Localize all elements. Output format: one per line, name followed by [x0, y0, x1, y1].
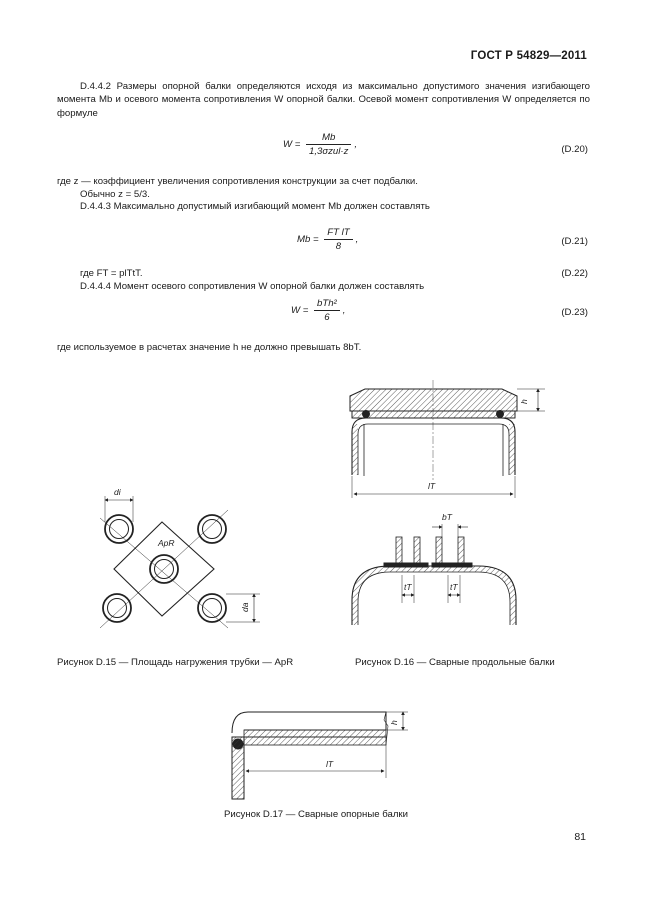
standard-header: ГОСТ Р 54829—2011 [470, 50, 587, 62]
label-h-d16: h [519, 399, 529, 404]
label-tt-2: tT [450, 582, 458, 592]
figure-d17-drawing [232, 712, 408, 799]
label-lt-d17: lT [326, 759, 334, 769]
paragraph-where-ft: где FT = plTtT. [80, 268, 143, 279]
tube-top-left [105, 515, 133, 543]
figure-d15-drawing [100, 496, 260, 628]
paragraph-d444: D.4.4.4 Момент осевого сопротивления W опорной балки должен составлять [80, 281, 425, 292]
equation-d23-denominator: 6 [324, 312, 330, 323]
paragraph-usually-z: Обычно z = 5/3. [80, 189, 150, 200]
paragraph-d442: D.4.4.2 Размеры опорной балки определяются исходя из максимально допустимого значения изгибающего момента Mb и осевого момента сопротивления W опорной балки. Осевой момент сопротивления W определяется по формуле [57, 81, 590, 119]
equation-d23-number: (D.23) [561, 307, 588, 318]
equation-d21-tail: , [355, 234, 359, 246]
equation-d21-denominator: 8 [335, 241, 342, 252]
equation-d23-lhs: W = [291, 305, 309, 317]
equation-d21-number: (D.21) [561, 236, 588, 247]
tube-top-right [198, 515, 226, 543]
equation-d20-numerator: Mb [306, 132, 351, 145]
label-apr: ApR [158, 538, 175, 548]
equation-d23-tail: , [342, 305, 346, 317]
tube-bottom-right [198, 594, 226, 622]
equation-d22-number: (D.22) [561, 268, 588, 279]
label-da: da [240, 602, 250, 612]
equation-d20-tail: , [354, 139, 358, 151]
equation-d23-numerator: bTh² [314, 298, 340, 311]
tube-bottom-left [103, 594, 131, 622]
caption-figure-d17: Рисунок D.17 — Сварные опорные балки [224, 809, 408, 820]
paragraph-where-h: где используемое в расчетах значение h не должно превышать 8bT. [57, 342, 362, 353]
paragraph-d443: D.4.4.3 Максимально допустимый изгибающий момент Mb должен составлять [80, 201, 430, 212]
figure-d16-top-drawing [350, 380, 545, 498]
equation-d21-lhs: Mb = [297, 234, 319, 246]
paragraph-where-z: где z — коэффициент увеличения сопротивления конструкции за счет подбалки. [57, 176, 418, 187]
caption-figure-d16: Рисунок D.16 — Сварные продольные балки [355, 657, 555, 668]
figure-d16-bottom-drawing [352, 524, 516, 625]
equation-d21-numerator: FT lT [324, 227, 352, 240]
caption-figure-d15: Рисунок D.15 — Площадь нагружения трубки — ApR [57, 657, 294, 668]
label-di: di [114, 487, 121, 497]
label-bt: bT [442, 512, 452, 522]
page-number: 81 [574, 831, 586, 843]
equation-d20-lhs: W = [283, 139, 301, 151]
equation-d20-denominator: 1,3σzul·z [309, 146, 349, 157]
label-h-d17: h [389, 720, 399, 725]
label-lt-d16: lT [428, 481, 436, 491]
equation-d20-number: (D.20) [561, 144, 588, 155]
label-tt-1: tT [404, 582, 412, 592]
